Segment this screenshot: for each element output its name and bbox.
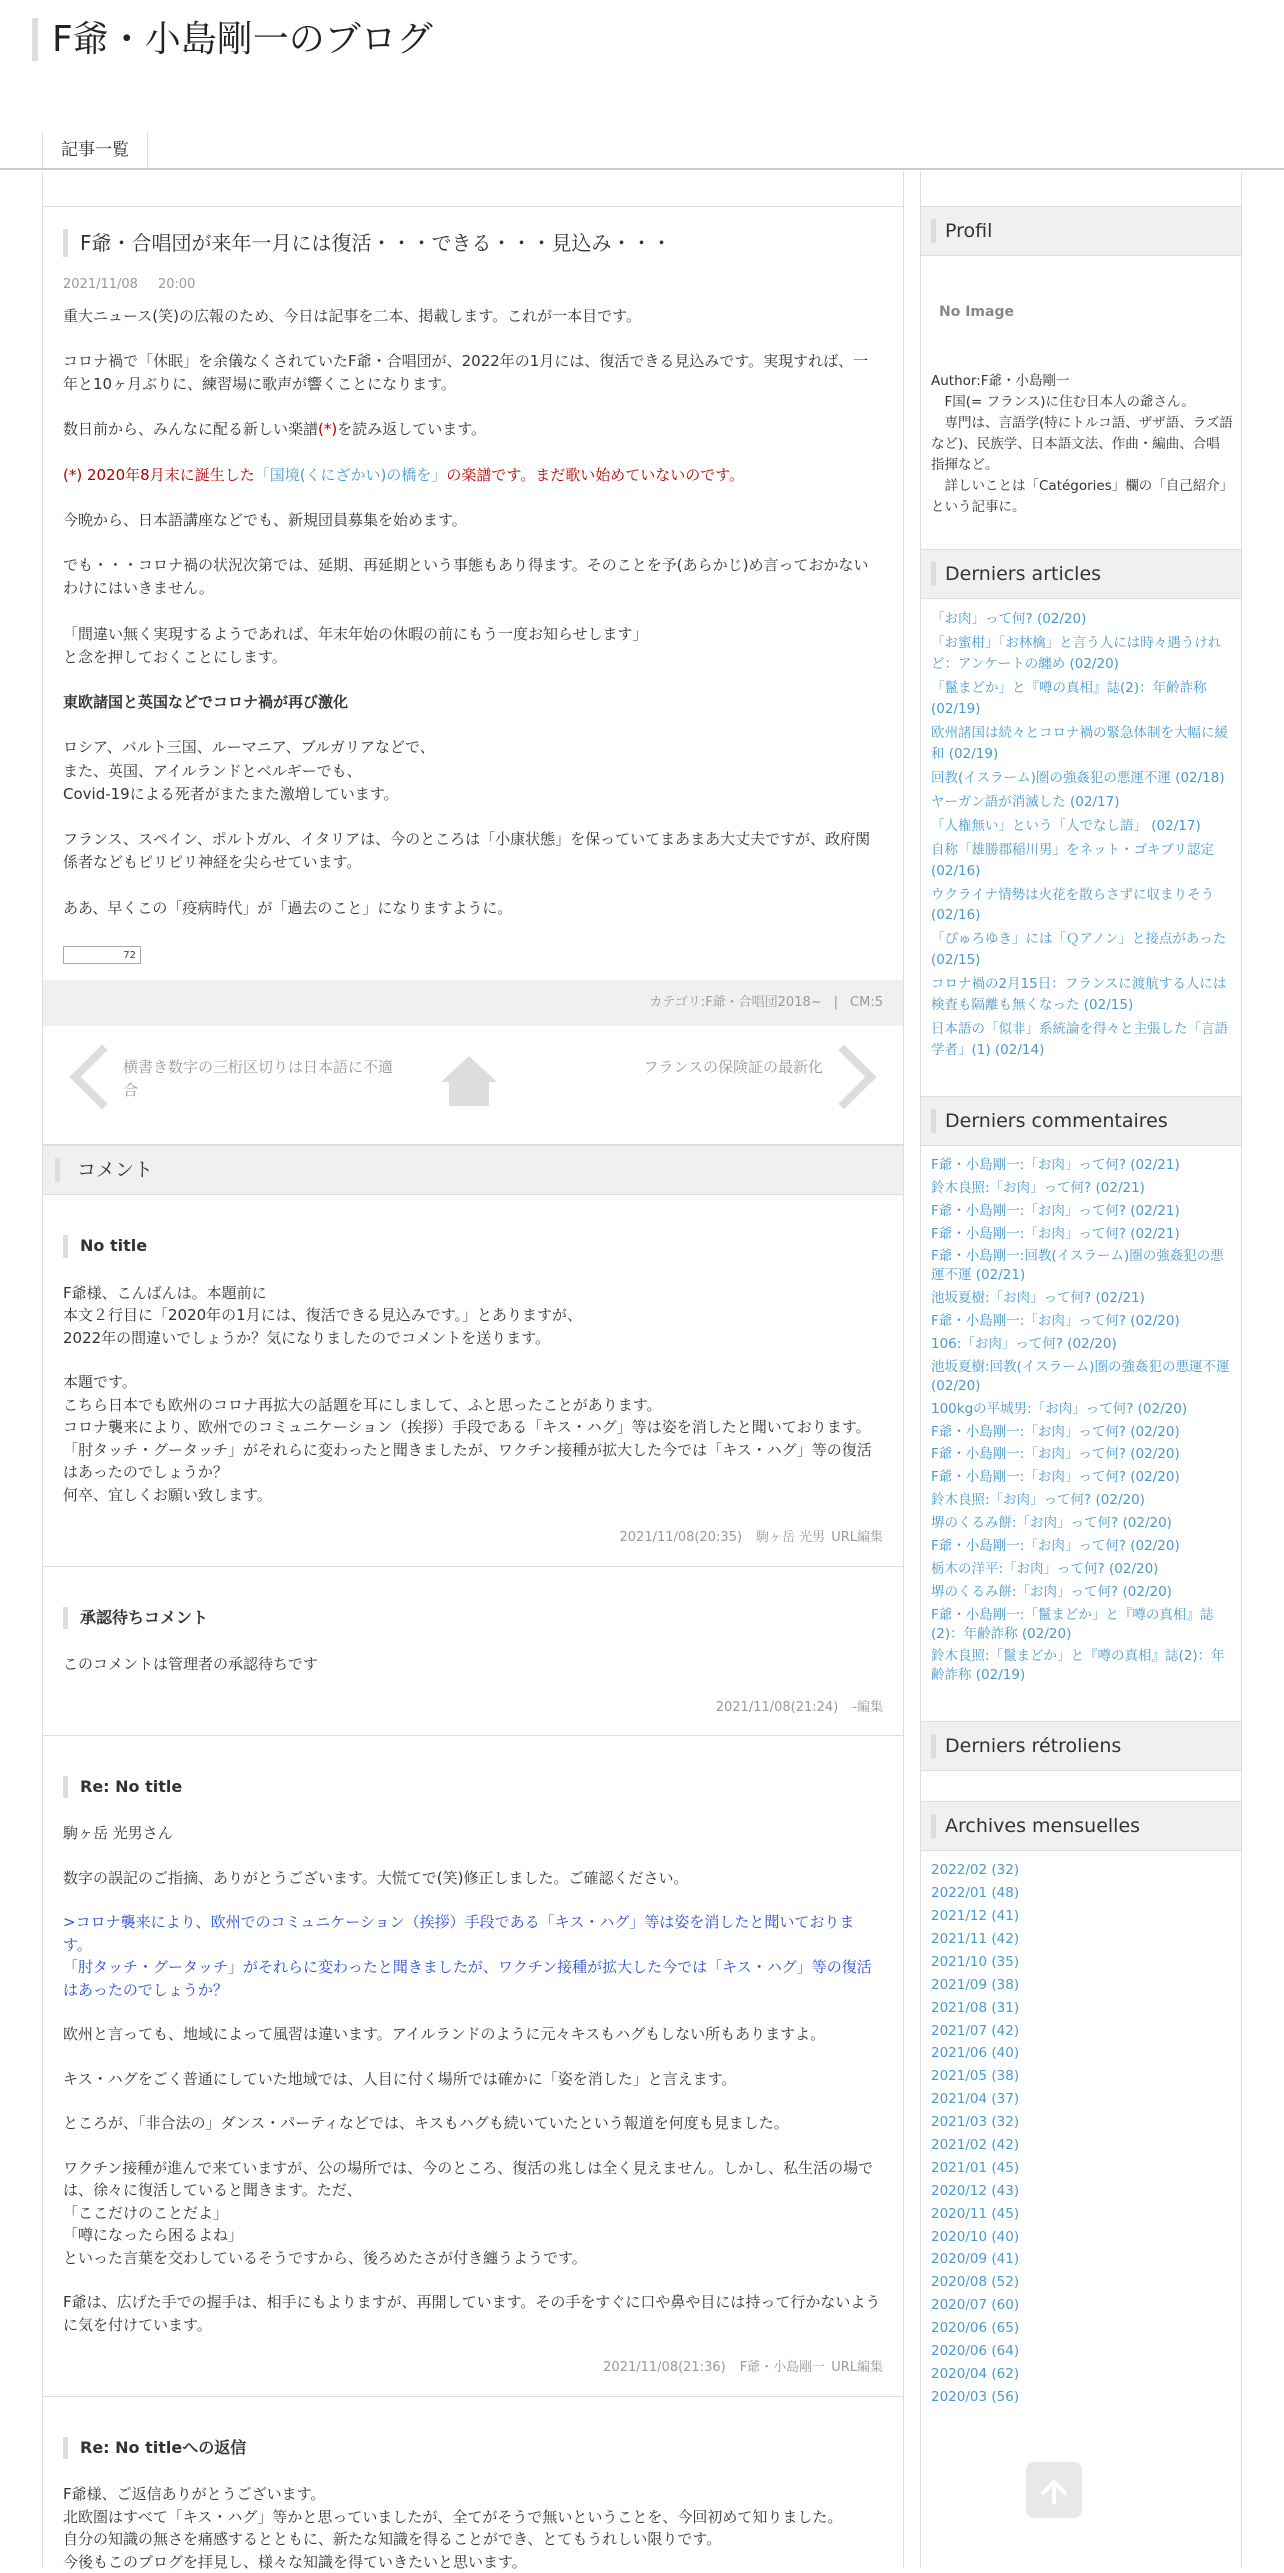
- comment-paragraph: [63, 1282, 883, 1350]
- sidebar-gap: [921, 1771, 1241, 1801]
- comment-edit-link[interactable]: 編集: [856, 2360, 883, 2376]
- comment-text: コロナ襲来により、欧州でのコミュニケーション（挨拶）手段である「キス・ハグ」等は姿を消したと聞いております。: [63, 1418, 871, 1437]
- site-header: [0, 0, 1284, 135]
- article-text: また、英国、アイルランドとベルギーでも、: [63, 761, 362, 780]
- recent-comment-link[interactable]: 池坂夏樹:「お肉」って何? (02/21): [931, 1290, 1145, 1307]
- comment-author: -: [852, 1699, 857, 1715]
- comment-paragraph: キス・ハグをごく普通にしていた地域では、人目に付く場所では確かに「姿を消した」と言えます。: [63, 2069, 737, 2088]
- comment-text: 「噂になったら困るよね」: [63, 2226, 244, 2245]
- comment-text: 「肘タッチ・グータッチ」がそれらに変わったと聞きましたが、ワクチン接種が拡大した今では「キス・ハグ」等の復活はあったのでしょうか？: [63, 1440, 872, 1482]
- profile-line: 詳しいことは「Catégories」欄の「自己紹介」という記事に。: [931, 477, 1227, 515]
- trackbacks-heading: [921, 1721, 1241, 1771]
- article-text: を読み返しています。: [337, 420, 487, 439]
- recent-article-link[interactable]: 日本語の「似非」系統論を得々と主張した「言語学者」(1) (02/14): [931, 1021, 1228, 1058]
- nav-item-article-list[interactable]: 記事一覧: [42, 132, 148, 168]
- footnote-text: の楽譜です。まだ歌い始めていないのです。: [446, 465, 745, 484]
- comment: [43, 1235, 903, 1566]
- footnote: [63, 464, 883, 487]
- article-footer: カテゴリ:F爺・合唱団2018~ | CM:5: [43, 980, 903, 1026]
- counter-value: 72: [123, 949, 136, 961]
- comment-title: Re: No titleへの返信: [63, 2437, 883, 2459]
- recent-article-link[interactable]: 「お肉」って何? (02/20): [931, 611, 1087, 628]
- archive-month-link[interactable]: 2021/10 (35): [931, 1953, 1020, 1970]
- comment-edit-link[interactable]: 編集: [856, 1699, 883, 1715]
- archive-month-link[interactable]: 2020/06 (65): [931, 2320, 1020, 2337]
- archive-month-link[interactable]: 2021/09 (38): [931, 1976, 1020, 1993]
- article-subheading: 東欧諸国と英国などでコロナ禍が再び激化: [63, 693, 349, 711]
- profile-heading: [921, 206, 1241, 256]
- article-text: と念を押しておくことにします。: [63, 647, 287, 666]
- recent-article-link[interactable]: コロナ禍の2月15日：フランスに渡航する人には検査も隔離も無くなった (02/15): [931, 976, 1227, 1014]
- article-title[interactable]: F爺・合唱団が来年一月には復活・・・できる・・・見込み・・・: [63, 229, 883, 257]
- recent-comment-link[interactable]: F爺・小島剛一:回教(イスラーム)圏の強姦犯の悪運不運 (02/21): [931, 1248, 1224, 1284]
- recent-articles-body: [921, 599, 1241, 1077]
- recent-comment-link[interactable]: F爺・小島剛一:「お肉」って何? (02/21): [931, 1156, 1180, 1173]
- comment-body: [63, 1822, 883, 2336]
- comment-text: 本題です。: [63, 1373, 137, 1392]
- access-counter-badge[interactable]: [63, 946, 141, 964]
- recent-comments-list: [931, 1156, 1233, 1685]
- comment-title: No title: [63, 1235, 883, 1257]
- recent-comment-link[interactable]: 100kgの平城男:「お肉」って何? (02/20): [931, 1400, 1188, 1417]
- comment: [43, 2437, 903, 2573]
- profile-line: F国(= フランス)に住む日本人の爺さん。: [931, 393, 1195, 410]
- recent-comments-heading-label: Derniers commentaires: [945, 1109, 1168, 1132]
- profile-text: [931, 371, 1233, 517]
- comment-title: Re: No title: [63, 1776, 883, 1798]
- recent-article-link[interactable]: 「鬣まどか」と『噂の真相』誌(2)：年齢詐称 (02/19): [931, 680, 1207, 718]
- comment-datetime: 2021/11/08(21:36): [603, 2360, 726, 2376]
- comment-meta: [63, 1528, 883, 1566]
- profile-line: 専門は、言語学(特にトルコ語、ザザ語、ラズ語など)、民族学、日本語文法、作曲・編曲、合唱指揮など。: [931, 414, 1233, 473]
- archive-month-link[interactable]: 2020/03 (56): [931, 2388, 1020, 2405]
- comment-paragraph: 数字の誤記のご指摘、ありがとうございます。大慌てで(笑)修正しました。ご確認ください。: [63, 1868, 689, 1887]
- sidebar-gap: [921, 1703, 1241, 1721]
- archive-month-link[interactable]: 2020/07 (60): [931, 2297, 1020, 2314]
- recent-comment-link[interactable]: 堺のくるみ餅:「お肉」って何? (02/20): [931, 1515, 1172, 1532]
- recent-article-link[interactable]: 欧州諸国は続々とコロナ禍の緊急体制を大幅に緩和 (02/19): [931, 725, 1228, 762]
- profile-author: Author:F爺・小島剛一: [931, 373, 1070, 389]
- navbar: [0, 128, 1284, 170]
- comment-url-link[interactable]: URL: [831, 1530, 857, 1546]
- recent-comment-link[interactable]: 鈴木良照:「お肉」って何? (02/20): [931, 1492, 1145, 1509]
- recent-comment-link[interactable]: F爺・小島剛一:「お肉」って何? (02/21): [931, 1225, 1180, 1242]
- comment-paragraph: このコメントは管理者の承認待ちです: [63, 1655, 318, 1674]
- comment-text: 今後もこのブログを拝見し、様々な知識を得ていきたいと思います。: [63, 2552, 527, 2571]
- arrow-up-icon: [1026, 2462, 1082, 2518]
- archive-month-link[interactable]: 2020/06 (64): [931, 2342, 1020, 2359]
- article-paragraph: [63, 418, 883, 441]
- comment-text: こちら日本でも欧州のコロナ再拡大の話題を耳にしまして、ふと思ったことがあります。: [63, 1395, 662, 1414]
- recent-comment-link[interactable]: F爺・小島剛一:「お肉」って何? (02/20): [931, 1469, 1180, 1486]
- archive-month-link[interactable]: 2021/01 (45): [931, 2159, 1020, 2176]
- category-link[interactable]: カテゴリ:F爺・合唱団2018~: [649, 995, 822, 1011]
- comment-text: 「ここだけのことだよ」: [63, 2203, 229, 2222]
- archive-month-link[interactable]: 2021/05 (38): [931, 2068, 1020, 2085]
- comment-text: 2022年の間違いでしょうか？気になりましたのでコメントを送ります。: [63, 1328, 550, 1347]
- comment-paragraph: [63, 1371, 883, 1506]
- score-link[interactable]: 「国境(くにざかい)の橋を」: [254, 465, 447, 484]
- main-column: [42, 172, 904, 2571]
- recent-comment-link[interactable]: F爺・小島剛一:「お肉」って何? (02/20): [931, 1313, 1180, 1330]
- article-paragraph: ああ、早くこの「疫病時代」が「過去のこと」になりますように。: [63, 898, 513, 917]
- comment-paragraph: [63, 2157, 883, 2270]
- sidebar-gap: [921, 172, 1241, 206]
- comment-body: [63, 1282, 883, 1507]
- comment-meta: [63, 2358, 883, 2396]
- footnote-marker: (*): [318, 420, 338, 439]
- comment-text: F爺様、ご返信ありがとうございます。: [63, 2485, 326, 2504]
- footnote-text: (*) 2020年8月末に誕生した: [63, 465, 255, 484]
- recent-article-link[interactable]: ヤーガン語が消滅した (02/17): [931, 793, 1120, 810]
- archive-month-link[interactable]: 2020/12 (43): [931, 2182, 1020, 2199]
- recent-article-link[interactable]: ウクライナ情勢は火花を散らさずに収まりそう (02/16): [931, 886, 1215, 924]
- recent-article-link[interactable]: 自称「雄勝郡稲川男」をネット・ゴキブリ認定 (02/16): [931, 841, 1214, 879]
- archive-month-link[interactable]: 2022/01 (48): [931, 1885, 1020, 1902]
- recent-articles-heading-label: Derniers articles: [945, 563, 1102, 586]
- comment-body: [63, 2483, 883, 2573]
- profile-body: [921, 256, 1241, 531]
- article-text: ロシア、バルト三国、ルーマニア、ブルガリアなどで、: [63, 738, 435, 757]
- comment-text: F爺様、こんばんは。本題前に: [63, 1283, 267, 1302]
- comment-url-link[interactable]: URL: [831, 2360, 857, 2376]
- comment-paragraph: ところが、「非合法の」ダンス・パーティなどでは、キスもハグも続いていたという報道を何度も見ました。: [63, 2114, 789, 2133]
- recent-comments-body: [921, 1146, 1241, 1703]
- recent-comment-link[interactable]: F爺・小島剛一:「お肉」って何? (02/21): [931, 1202, 1180, 1219]
- recent-articles-heading: [921, 549, 1241, 599]
- recent-comment-link[interactable]: 鈴木良照:「お肉」って何? (02/21): [931, 1179, 1145, 1196]
- archive-month-link[interactable]: 2020/11 (45): [931, 2205, 1020, 2222]
- recent-comment-link[interactable]: 池坂夏樹:回教(イスラーム)圏の強姦犯の悪運不運 (02/20): [931, 1358, 1230, 1394]
- recent-articles-list: [931, 609, 1233, 1060]
- scroll-to-top-button[interactable]: [1026, 2462, 1082, 2518]
- profile-no-image: No Image: [939, 304, 1014, 320]
- recent-comment-link[interactable]: F爺・小島剛一:「お肉」って何? (02/20): [931, 1538, 1180, 1555]
- archive-month-link[interactable]: 2021/04 (37): [931, 2091, 1020, 2108]
- article: [43, 229, 903, 964]
- recent-comment-link[interactable]: F爺・小島剛一:「お肉」って何? (02/20): [931, 1423, 1180, 1440]
- archives-list: [931, 1861, 1233, 2406]
- archive-month-link[interactable]: 2021/11 (42): [931, 1930, 1020, 1947]
- comment-title: 承認待ちコメント: [63, 1607, 883, 1629]
- comment-text: 北欧圏はすべて「キス・ハグ」等かと思っていましたが、全てがそうで無いということを、今回初めて知りました。: [63, 2507, 843, 2526]
- comments-heading-label: コメント: [77, 1159, 154, 1182]
- article-paragraph: [63, 736, 883, 806]
- archive-month-link[interactable]: 2021/12 (41): [931, 1908, 1020, 1925]
- archive-month-link[interactable]: 2021/06 (40): [931, 2045, 1020, 2062]
- sidebar-gap: [921, 1078, 1241, 1096]
- comment: [43, 1776, 903, 2397]
- article-text: 数日前から、みんなに配る新しい楽譜: [63, 420, 319, 439]
- recent-comment-link[interactable]: F爺・小島剛一:「お肉」って何? (02/20): [931, 1446, 1180, 1463]
- profile-heading-label: Profil: [945, 220, 993, 242]
- sidebar: [920, 172, 1242, 2568]
- quote-text: 「肘タッチ・グータッチ」がそれらに変わったと聞きましたが、ワクチン接種が拡大した今では「キス・ハグ」等の復活はあったのでしょうか？: [63, 1958, 872, 1999]
- comment-text: ワクチン接種が進んで来ていますが、公の場所では、今のところ、復活の兆しは全く見えません。しかし、私生活の場では、徐々に復活していると聞きます。ただ、: [63, 2158, 874, 2200]
- article-date-day: 2021/11/08: [63, 277, 138, 292]
- article-text: 「間違い無く実現するようであれば、年末年始の休暇の前にもう一度お知らせします」: [63, 624, 648, 643]
- prev-article-link[interactable]: 横書き数字の三桁区切りは日本語に不適合: [123, 1058, 394, 1099]
- comment-edit-link[interactable]: 編集: [856, 1530, 883, 1546]
- comment-paragraph: 欧州と言っても、地域によって風習は違います。アイルランドのように元々キスもハグもしない所もありますよ。: [63, 2025, 826, 2044]
- comment-paragraph: F爺は、広げた手での握手は、相手にもよりますが、再開しています。その手をすぐに口や鼻や目には持って行かないように気を付けています。: [63, 2293, 881, 2334]
- comment-body: [63, 1653, 883, 1676]
- comment-paragraph: [63, 2483, 883, 2573]
- comment-author: 駒ヶ岳 光男: [756, 1530, 826, 1546]
- sidebar-gap: [921, 531, 1241, 549]
- pager: [43, 1026, 903, 1145]
- trackbacks-heading-label: Derniers rétroliens: [945, 1735, 1122, 1758]
- comment-datetime: 2021/11/08(20:35): [619, 1530, 743, 1546]
- comment-meta: [63, 1698, 883, 1736]
- article-paragraph: でも・・・コロナ禍の状況次第では、延期、再延期という事態もあり得ます。そのことを予(あらかじ)め言っておかないわけにはいきません。: [63, 556, 869, 598]
- article-body: [63, 305, 883, 965]
- comment-author: F爺・小島剛一: [739, 2360, 826, 2376]
- archive-month-link[interactable]: 2021/03 (32): [931, 2114, 1020, 2131]
- comment-quote: [63, 1911, 883, 2001]
- article-paragraph: 重大ニュース(笑)の広報のため、今日は記事を二本、掲載します。これが一本目です。: [63, 306, 641, 325]
- comment-count-link[interactable]: CM:5: [850, 995, 883, 1011]
- recent-comment-link[interactable]: F爺・小島剛一:「鬣まどか」と『噂の真相』誌(2)：年齢詐称 (02/20): [931, 1606, 1214, 1642]
- recent-article-link[interactable]: 「ぴゅろゆき」には「Ｑアノン」と接点があった (02/15): [931, 931, 1227, 969]
- recent-article-link[interactable]: 「お蜜柑」「お林檎」と言う人には時々遇うけれど：アンケートの纏め (02/20): [931, 635, 1222, 673]
- comment-text: といった言葉を交わしているそうですから、後ろめたさが付き纏うようです。: [63, 2248, 587, 2267]
- recent-article-link[interactable]: 回教(イスラーム)圏の強姦犯の悪運不運 (02/18): [931, 769, 1225, 786]
- quote-text: >コロナ襲来により、欧州でのコミュニケーション（挨拶）手段である「キス・ハグ」等は姿を消したと聞いております。: [63, 1913, 855, 1954]
- recent-comment-link[interactable]: 106:「お肉」って何? (02/20): [931, 1336, 1117, 1353]
- article-text: Covid-19による死者がまたまた激増しています。: [63, 784, 399, 803]
- article-paragraph: [63, 623, 883, 670]
- archive-month-link[interactable]: 2020/08 (52): [931, 2274, 1020, 2291]
- archive-month-link[interactable]: 2021/07 (42): [931, 2022, 1020, 2039]
- comment-datetime: 2021/11/08(21:24): [715, 1699, 839, 1715]
- comment: [43, 1607, 903, 1736]
- recent-comment-link[interactable]: 栃木の洋平:「お肉」って何? (02/20): [931, 1560, 1159, 1577]
- recent-article-link[interactable]: 「人権無い」という「人でなし語」 (02/17): [931, 817, 1201, 834]
- archives-heading-label: Archives mensuelles: [945, 1815, 1141, 1838]
- next-article-link[interactable]: フランスの保険証の最新化: [643, 1058, 823, 1077]
- archive-month-link[interactable]: 2021/08 (31): [931, 1999, 1020, 2016]
- archive-month-link[interactable]: 2021/02 (42): [931, 2136, 1020, 2153]
- archive-month-link[interactable]: 2020/09 (41): [931, 2251, 1020, 2268]
- recent-comment-link[interactable]: 堺のくるみ餅:「お肉」って何? (02/20): [931, 1583, 1172, 1600]
- article-paragraph: 今晩から、日本語講座などでも、新規団員募集を始めます。: [63, 510, 467, 529]
- top-gap: [43, 172, 903, 207]
- archives-body: [921, 1851, 1241, 2424]
- archives-heading: [921, 1801, 1241, 1851]
- archive-month-link[interactable]: 2020/10 (40): [931, 2228, 1020, 2245]
- comment-text: 何卒、宜しくお願い致します。: [63, 1485, 272, 1504]
- article-date: [63, 275, 883, 295]
- archive-month-link[interactable]: 2022/02 (32): [931, 1862, 1020, 1879]
- site-title[interactable]: F爺・小島剛一のブログ: [32, 18, 433, 61]
- recent-comment-link[interactable]: 鈴木良照:「鬣まどか」と『噂の真相』誌(2)：年齢詐称 (02/19): [931, 1648, 1225, 1684]
- article-date-time: 20:00: [157, 277, 196, 292]
- recent-comments-heading: [921, 1096, 1241, 1146]
- comment-text: 本文２行目に「2020年の1月には、復活できる見込みです。」とありますが、: [63, 1306, 583, 1325]
- home-icon[interactable]: [439, 1054, 499, 1108]
- article-paragraph: コロナ禍で「休眠」を余儀なくされていたF爺・合唱団が、2022年の1月には、復活できる見込みです。実現すれば、一年と10ヶ月ぶりに、練習場に歌声が響くことになります。: [63, 351, 869, 393]
- comment-paragraph: 駒ヶ岳 光男さん: [63, 1824, 173, 1843]
- comments-heading: [43, 1145, 903, 1195]
- article-paragraph: フランス、スペイン、ポルトガル、イタリアは、今のところは「小康状態」を保っていてまあまあ大丈夫ですが、政府関係者などもピリピリ神経を尖らせています。: [63, 830, 871, 872]
- comment-text: 自分の知識の無さを痛感するとともに、新たな知識を得ることができ、とてもうれしい限りです。: [63, 2530, 722, 2549]
- archive-month-link[interactable]: 2020/04 (62): [931, 2365, 1020, 2382]
- next-arrow-icon[interactable]: [811, 1045, 876, 1110]
